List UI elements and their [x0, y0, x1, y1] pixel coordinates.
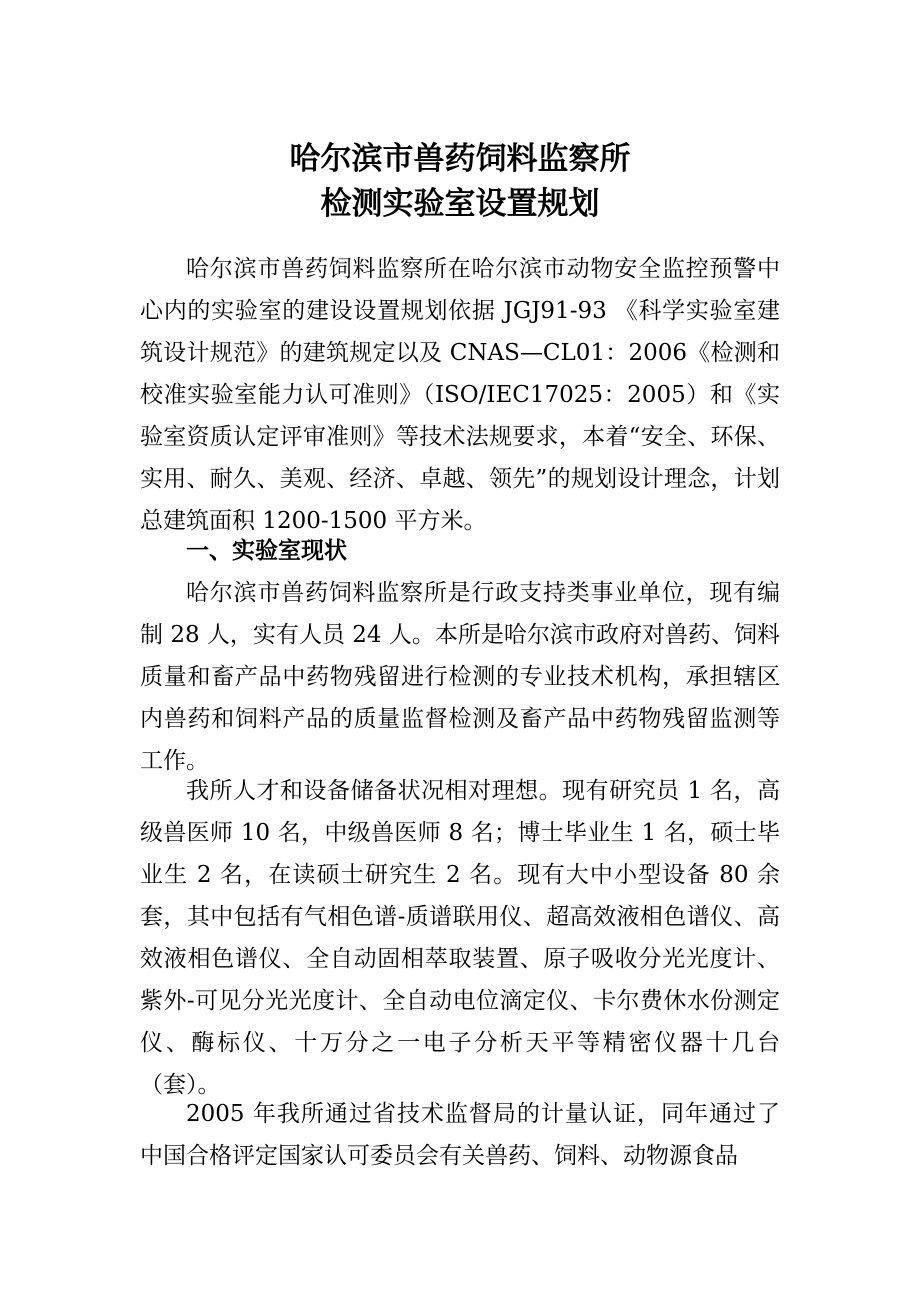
intro-paragraph: 哈尔滨市兽药饲料监察所在哈尔滨市动物安全监控预警中心内的实验室的建设设置规划依据 JGJ91-93 《科学实验室建筑设计规范》的建筑规定以及 CNAS—CL01：2006《检测和校准实验室能力认可准则》（ISO/IEC17025：2005）和《实验室资质认定评审准则》等技术法规要求，本着“安全、环保、实用、耐久、美观、经济、卓越、领先”的规划设计理念，计划总建筑面积 1200-1500 平方米。	[140, 256, 780, 534]
section-heading-lab-status: 一、实验室现状	[186, 538, 347, 564]
section1-paragraph-1: 哈尔滨市兽药饲料监察所是行政支持类事业单位，现有编制 28 人，实有人员 24 人。本所是哈尔滨市政府对兽药、饲料质量和畜产品中药物残留进行检测的专业技术机构，承担辖区内兽药和饲料产品的质量监督检测及畜产品中药物残留监测等工作。	[140, 580, 780, 774]
section1-paragraph-2: 我所人才和设备储备状况相对理想。现有研究员 1 名，高级兽医师 10 名，中级兽医师 8 名；博士毕业生 1 名，硕士毕业生 2 名，在读硕士研究生 2 名。现有大中小型设备 80 余套，其中包括有气相色谱-质谱联用仪、超高效液相色谱仪、高效液相色谱仪、全自动固相萃取装置、原子吸收分光光度计、紫外-可见分光光度计、全自动电位滴定仪、卡尔费休水份测定仪、酶标仪、十万分之一电子分析天平等精密仪器十几台（套）。	[140, 778, 780, 1098]
section1-paragraph-3: 2005 年我所通过省技术监督局的计量认证，同年通过了中国合格评定国家认可委员会有关兽药、饲料、动物源食品	[140, 1101, 780, 1169]
document-title-line-2: 检测实验室设置规划	[320, 186, 600, 222]
document-title-line-1: 哈尔滨市兽药饲料监察所	[289, 141, 631, 177]
